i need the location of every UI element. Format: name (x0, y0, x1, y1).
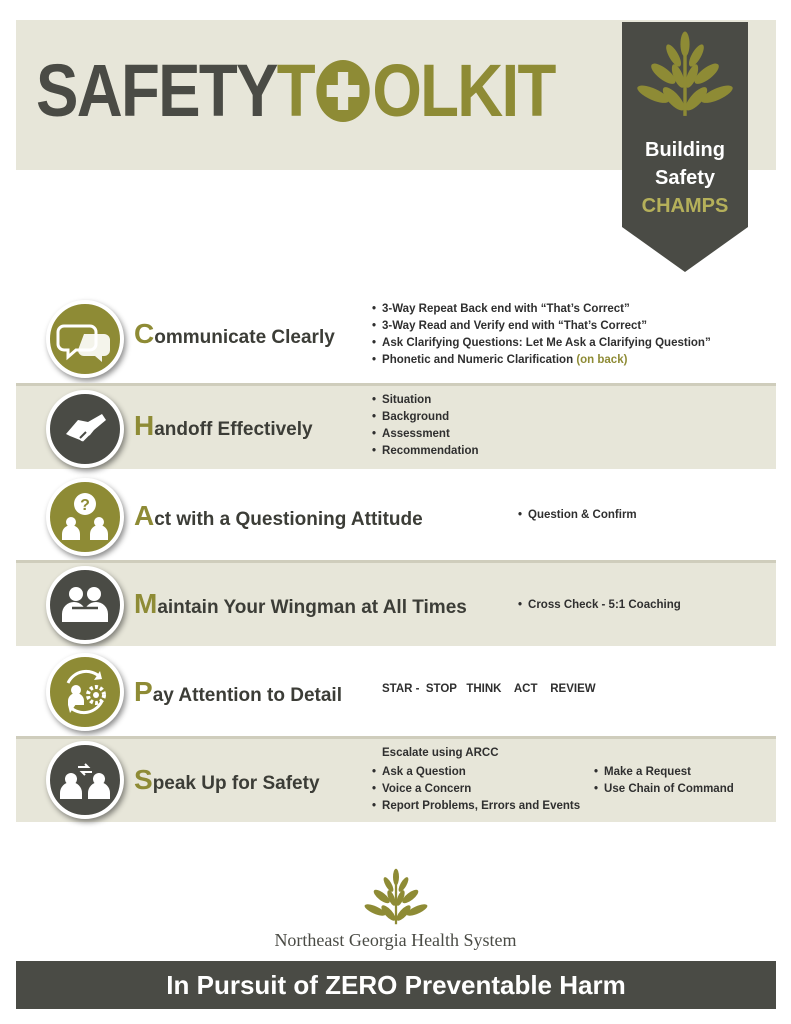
row-title-act (134, 500, 423, 532)
list-item: • 3-Way Repeat Back end with “That’s Correct” (372, 301, 711, 318)
handoff-bullets (372, 392, 479, 460)
title-rest: ommunicate Clearly (154, 327, 335, 348)
title-cap: H (134, 410, 155, 441)
list-item: • Ask a Question (372, 764, 580, 781)
title-rest: ay Attention to Detail (152, 685, 342, 706)
title-cap: P (134, 676, 153, 707)
page-title (36, 46, 555, 136)
question-people-icon (46, 478, 124, 556)
row-title-maintain (134, 588, 467, 620)
speech-bubbles-icon (46, 300, 124, 378)
title-cap: M (134, 588, 158, 619)
wheat-leaf-logo-icon (358, 868, 434, 928)
organization-name: Northeast Georgia Health System (274, 930, 517, 950)
badge-line-building: Building (645, 139, 725, 161)
speak-bullets-left (372, 764, 580, 815)
title-cap: A (134, 500, 155, 531)
list-item (372, 352, 711, 369)
title-rest: ct with a Questioning Attitude (154, 509, 423, 530)
cycle-person-gear-icon (46, 653, 124, 731)
svg-text:?: ? (80, 497, 90, 514)
list-item: • Background (372, 409, 479, 426)
list-item: • Question & Confirm (518, 507, 637, 524)
title-rest: aintain Your Wingman at All Times (157, 597, 467, 618)
speak-bullets-right (594, 764, 734, 798)
row-title-communicate (134, 318, 335, 350)
title-rest: peak Up for Safety (152, 773, 320, 794)
list-item: • Use Chain of Command (594, 781, 734, 798)
title-olkit: OLKIT (372, 49, 555, 132)
list-item-text: Phonetic and Numeric Clarification (382, 354, 574, 366)
list-item: • Ask Clarifying Questions: Let Me Ask a Clarifying Question” (372, 335, 711, 352)
list-item: • Voice a Concern (372, 781, 580, 798)
escalate-heading: Escalate using ARCC (382, 747, 499, 759)
act-bullets (518, 507, 637, 524)
badge-text (622, 136, 748, 220)
on-back-note: (on back) (576, 354, 628, 366)
tagline-bar: In Pursuit of ZERO Preventable Harm (16, 961, 776, 1009)
star-text: STAR - STOP THINK ACT REVIEW (382, 683, 596, 695)
maintain-bullets (518, 597, 681, 614)
wheat-leaf-logo-icon (628, 30, 742, 122)
list-item: • Situation (372, 392, 479, 409)
title-safety: SAFETY (36, 49, 277, 132)
wingman-people-icon (46, 566, 124, 644)
badge-line-champs: CHAMPS (641, 195, 729, 217)
cross-o-icon (316, 60, 369, 122)
list-item: • 3-Way Read and Verify end with “That’s Correct” (372, 318, 711, 335)
list-item: • Report Problems, Errors and Events (372, 798, 580, 815)
communicate-bullets (372, 301, 711, 369)
title-cap: C (134, 318, 155, 349)
handshake-icon (46, 390, 124, 468)
row-title-pay (134, 676, 342, 708)
title-rest: andoff Effectively (154, 419, 313, 440)
row-title-handoff (134, 410, 313, 442)
list-item: • Make a Request (594, 764, 734, 781)
row-title-speak (134, 764, 320, 796)
badge-line-safety: Safety (654, 167, 716, 189)
list-item: • Recommendation (372, 443, 479, 460)
title-cap: S (134, 764, 153, 795)
title-t: T (276, 49, 314, 132)
list-item: • Cross Check - 5:1 Coaching (518, 597, 681, 614)
list-item: • Assessment (372, 426, 479, 443)
speak-up-people-icon (46, 741, 124, 819)
